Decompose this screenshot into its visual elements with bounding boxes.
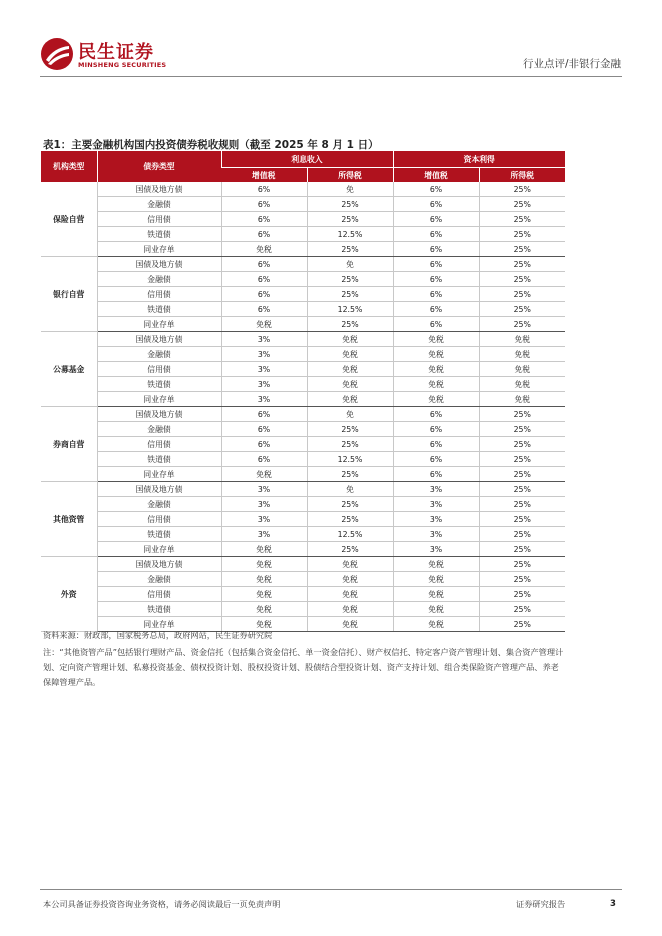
interest-income-tax-cell: 免税: [307, 572, 393, 587]
capital-vat-cell: 6%: [393, 197, 479, 212]
interest-vat-cell: 免税: [221, 617, 307, 632]
table-row: [41, 407, 565, 422]
institution-cell: 保险自营: [41, 182, 97, 257]
interest-vat-cell: 6%: [221, 437, 307, 452]
interest-income-tax-cell: 免: [307, 257, 393, 272]
table-row: [41, 422, 565, 437]
interest-income-tax-cell: 25%: [307, 317, 393, 332]
capital-income-tax-cell: 25%: [479, 287, 565, 302]
interest-vat-cell: 6%: [221, 227, 307, 242]
capital-income-tax-cell: 25%: [479, 527, 565, 542]
interest-vat-cell: 免税: [221, 317, 307, 332]
table-row: [41, 542, 565, 557]
institution-cell: 其他资管: [41, 482, 97, 557]
capital-vat-cell: 3%: [393, 497, 479, 512]
data-source: 资料来源：财政部，国家税务总局，政府网站，民生证券研究院: [43, 630, 273, 640]
interest-vat-cell: 6%: [221, 272, 307, 287]
interest-vat-cell: 6%: [221, 197, 307, 212]
interest-vat-cell: 6%: [221, 422, 307, 437]
table-row: [41, 212, 565, 227]
footer-disclaimer: 本公司具备证券投资咨询业务资格，请务必阅读最后一页免责声明: [43, 899, 281, 909]
capital-income-tax-cell: 25%: [479, 542, 565, 557]
bond-type-cell: 信用债: [97, 212, 221, 227]
table-row: [41, 527, 565, 542]
capital-income-tax-cell: 25%: [479, 572, 565, 587]
capital-vat-cell: 3%: [393, 527, 479, 542]
institution-cell: 外资: [41, 557, 97, 632]
interest-income-tax-cell: 免税: [307, 362, 393, 377]
interest-income-tax-cell: 25%: [307, 212, 393, 227]
bond-type-cell: 国债及地方债: [97, 407, 221, 422]
header-bond-type: 债券类型: [97, 151, 221, 182]
bond-type-cell: 同业存单: [97, 317, 221, 332]
capital-vat-cell: 6%: [393, 272, 479, 287]
bond-type-cell: 同业存单: [97, 542, 221, 557]
bond-type-cell: 国债及地方债: [97, 332, 221, 347]
bond-type-cell: 信用债: [97, 287, 221, 302]
capital-income-tax-cell: 25%: [479, 272, 565, 287]
bond-type-cell: 同业存单: [97, 467, 221, 482]
capital-vat-cell: 3%: [393, 482, 479, 497]
logo-text-cn: 民生证券: [78, 42, 154, 63]
capital-income-tax-cell: 25%: [479, 617, 565, 632]
bond-type-cell: 同业存单: [97, 392, 221, 407]
table-row: [41, 257, 565, 272]
capital-income-tax-cell: 25%: [479, 257, 565, 272]
capital-vat-cell: 免税: [393, 617, 479, 632]
capital-income-tax-cell: 免税: [479, 347, 565, 362]
interest-vat-cell: 免税: [221, 557, 307, 572]
interest-vat-cell: 3%: [221, 497, 307, 512]
interest-vat-cell: 3%: [221, 512, 307, 527]
table-row: [41, 362, 565, 377]
capital-vat-cell: 6%: [393, 317, 479, 332]
company-logo: [40, 37, 170, 75]
bond-type-cell: 同业存单: [97, 242, 221, 257]
bond-type-cell: 金融债: [97, 347, 221, 362]
interest-income-tax-cell: 25%: [307, 197, 393, 212]
interest-vat-cell: 3%: [221, 392, 307, 407]
capital-income-tax-cell: 25%: [479, 212, 565, 227]
capital-income-tax-cell: 25%: [479, 452, 565, 467]
capital-vat-cell: 6%: [393, 242, 479, 257]
capital-vat-cell: 6%: [393, 422, 479, 437]
interest-vat-cell: 免税: [221, 242, 307, 257]
bond-type-cell: 信用债: [97, 437, 221, 452]
capital-income-tax-cell: 25%: [479, 602, 565, 617]
interest-income-tax-cell: 免税: [307, 392, 393, 407]
header-capital-gains: 资本利得: [393, 151, 565, 168]
capital-income-tax-cell: 免税: [479, 392, 565, 407]
interest-income-tax-cell: 25%: [307, 512, 393, 527]
table-row: [41, 332, 565, 347]
interest-income-tax-cell: 12.5%: [307, 302, 393, 317]
table-title: 表1：主要金融机构国内投资债券税收规则（截至 2025 年 8 月 1 日）: [43, 139, 379, 151]
capital-income-tax-cell: 25%: [479, 422, 565, 437]
header-capital-vat: 增值税: [393, 168, 479, 183]
interest-vat-cell: 6%: [221, 287, 307, 302]
interest-income-tax-cell: 12.5%: [307, 452, 393, 467]
bond-type-cell: 国债及地方债: [97, 482, 221, 497]
interest-vat-cell: 3%: [221, 377, 307, 392]
header-interest-vat: 增值税: [221, 168, 307, 183]
bond-type-cell: 信用债: [97, 587, 221, 602]
capital-vat-cell: 3%: [393, 512, 479, 527]
table-row: [41, 287, 565, 302]
page-number: 3: [610, 899, 616, 909]
interest-income-tax-cell: 免: [307, 182, 393, 197]
capital-income-tax-cell: 25%: [479, 182, 565, 197]
header-capital-income-tax: 所得税: [479, 168, 565, 183]
table-row: [41, 317, 565, 332]
interest-vat-cell: 3%: [221, 347, 307, 362]
capital-income-tax-cell: 免税: [479, 332, 565, 347]
bond-type-cell: 国债及地方债: [97, 257, 221, 272]
capital-vat-cell: 6%: [393, 227, 479, 242]
header-interest-income: 利息收入: [221, 151, 393, 168]
institution-cell: 银行自营: [41, 257, 97, 332]
interest-vat-cell: 6%: [221, 302, 307, 317]
logo-text-en: MINSHENG SECURITIES: [78, 61, 167, 69]
capital-income-tax-cell: 25%: [479, 227, 565, 242]
interest-vat-cell: 3%: [221, 332, 307, 347]
capital-income-tax-cell: 25%: [479, 437, 565, 452]
table-row: [41, 437, 565, 452]
table-row: [41, 512, 565, 527]
interest-vat-cell: 免税: [221, 602, 307, 617]
table-body: [41, 182, 565, 632]
interest-vat-cell: 6%: [221, 182, 307, 197]
capital-vat-cell: 6%: [393, 212, 479, 227]
capital-vat-cell: 6%: [393, 257, 479, 272]
interest-income-tax-cell: 免税: [307, 617, 393, 632]
interest-income-tax-cell: 25%: [307, 497, 393, 512]
interest-income-tax-cell: 25%: [307, 272, 393, 287]
interest-vat-cell: 免税: [221, 467, 307, 482]
interest-income-tax-cell: 25%: [307, 467, 393, 482]
capital-vat-cell: 6%: [393, 407, 479, 422]
capital-income-tax-cell: 25%: [479, 512, 565, 527]
capital-income-tax-cell: 25%: [479, 587, 565, 602]
capital-income-tax-cell: 25%: [479, 242, 565, 257]
interest-vat-cell: 6%: [221, 212, 307, 227]
tax-rules-table: [41, 151, 565, 632]
interest-income-tax-cell: 12.5%: [307, 227, 393, 242]
capital-income-tax-cell: 25%: [479, 302, 565, 317]
table-row: [41, 467, 565, 482]
header-divider: [40, 76, 622, 77]
capital-vat-cell: 3%: [393, 542, 479, 557]
table-row: [41, 587, 565, 602]
table-note: 注：“其他资管产品”包括银行理财产品、资金信托（包括集合资金信托、单一资金信托）、财产权信托、特定客户资产管理计划、集合资产管理计划、定向资产管理计划、私募投资基金、债权投资计划、股权投资计划、股债结合型投资计划、资产支持计划、组合类保险资产管理产品、养老保障管理产品。: [43, 647, 564, 687]
interest-vat-cell: 3%: [221, 527, 307, 542]
bond-type-cell: 铁道债: [97, 602, 221, 617]
capital-vat-cell: 免税: [393, 602, 479, 617]
capital-vat-cell: 6%: [393, 182, 479, 197]
interest-vat-cell: 6%: [221, 257, 307, 272]
table-row: [41, 572, 565, 587]
bond-type-cell: 国债及地方债: [97, 182, 221, 197]
bond-type-cell: 金融债: [97, 197, 221, 212]
table-row: [41, 242, 565, 257]
capital-vat-cell: 6%: [393, 287, 479, 302]
capital-vat-cell: 6%: [393, 302, 479, 317]
table-row: [41, 497, 565, 512]
capital-vat-cell: 免税: [393, 557, 479, 572]
interest-vat-cell: 3%: [221, 362, 307, 377]
table-row: [41, 452, 565, 467]
interest-income-tax-cell: 免税: [307, 557, 393, 572]
bond-type-cell: 信用债: [97, 512, 221, 527]
interest-vat-cell: 免税: [221, 587, 307, 602]
interest-income-tax-cell: 25%: [307, 242, 393, 257]
capital-income-tax-cell: 25%: [479, 317, 565, 332]
interest-income-tax-cell: 25%: [307, 287, 393, 302]
interest-income-tax-cell: 免税: [307, 347, 393, 362]
interest-income-tax-cell: 25%: [307, 542, 393, 557]
interest-income-tax-cell: 免: [307, 482, 393, 497]
bond-type-cell: 金融债: [97, 497, 221, 512]
interest-income-tax-cell: 免税: [307, 587, 393, 602]
capital-income-tax-cell: 25%: [479, 197, 565, 212]
capital-vat-cell: 免税: [393, 392, 479, 407]
capital-income-tax-cell: 免税: [479, 362, 565, 377]
bond-type-cell: 铁道债: [97, 527, 221, 542]
capital-vat-cell: 免税: [393, 362, 479, 377]
header-institution: 机构类型: [41, 151, 97, 182]
capital-income-tax-cell: 免税: [479, 377, 565, 392]
table-row: [41, 392, 565, 407]
interest-income-tax-cell: 免税: [307, 377, 393, 392]
capital-vat-cell: 免税: [393, 572, 479, 587]
footer-divider: [40, 889, 622, 890]
capital-income-tax-cell: 25%: [479, 467, 565, 482]
capital-vat-cell: 免税: [393, 332, 479, 347]
interest-vat-cell: 免税: [221, 542, 307, 557]
table-row: [41, 182, 565, 197]
capital-income-tax-cell: 25%: [479, 497, 565, 512]
table-row: [41, 347, 565, 362]
capital-vat-cell: 6%: [393, 467, 479, 482]
bond-type-cell: 铁道债: [97, 452, 221, 467]
institution-cell: 券商自营: [41, 407, 97, 482]
capital-vat-cell: 免税: [393, 347, 479, 362]
table-row: [41, 482, 565, 497]
footer-report-type: 证券研究报告: [516, 899, 566, 909]
bond-type-cell: 信用债: [97, 362, 221, 377]
table-row: [41, 377, 565, 392]
interest-vat-cell: 6%: [221, 407, 307, 422]
interest-income-tax-cell: 免税: [307, 602, 393, 617]
table-row: [41, 272, 565, 287]
capital-vat-cell: 免税: [393, 587, 479, 602]
capital-income-tax-cell: 25%: [479, 407, 565, 422]
header-interest-income-tax: 所得税: [307, 168, 393, 183]
table-row: [41, 227, 565, 242]
capital-vat-cell: 6%: [393, 452, 479, 467]
capital-vat-cell: 免税: [393, 377, 479, 392]
table-row: [41, 602, 565, 617]
table-row: [41, 197, 565, 212]
interest-income-tax-cell: 25%: [307, 422, 393, 437]
report-section-label: 行业点评/非银行金融: [522, 58, 621, 70]
interest-vat-cell: 3%: [221, 482, 307, 497]
bond-type-cell: 金融债: [97, 272, 221, 287]
bond-type-cell: 铁道债: [97, 227, 221, 242]
interest-income-tax-cell: 25%: [307, 437, 393, 452]
table-row: [41, 302, 565, 317]
capital-income-tax-cell: 25%: [479, 557, 565, 572]
table-header-row: [41, 151, 565, 168]
bond-type-cell: 铁道债: [97, 302, 221, 317]
table-row: [41, 557, 565, 572]
bond-type-cell: 同业存单: [97, 617, 221, 632]
capital-vat-cell: 6%: [393, 437, 479, 452]
bond-type-cell: 金融债: [97, 422, 221, 437]
interest-income-tax-cell: 免税: [307, 332, 393, 347]
bond-type-cell: 国债及地方债: [97, 557, 221, 572]
capital-income-tax-cell: 25%: [479, 482, 565, 497]
interest-income-tax-cell: 12.5%: [307, 527, 393, 542]
interest-income-tax-cell: 免: [307, 407, 393, 422]
bond-type-cell: 金融债: [97, 572, 221, 587]
minsheng-logo-icon: [40, 37, 74, 71]
institution-cell: 公募基金: [41, 332, 97, 407]
interest-vat-cell: 6%: [221, 452, 307, 467]
bond-type-cell: 铁道债: [97, 377, 221, 392]
interest-vat-cell: 免税: [221, 572, 307, 587]
